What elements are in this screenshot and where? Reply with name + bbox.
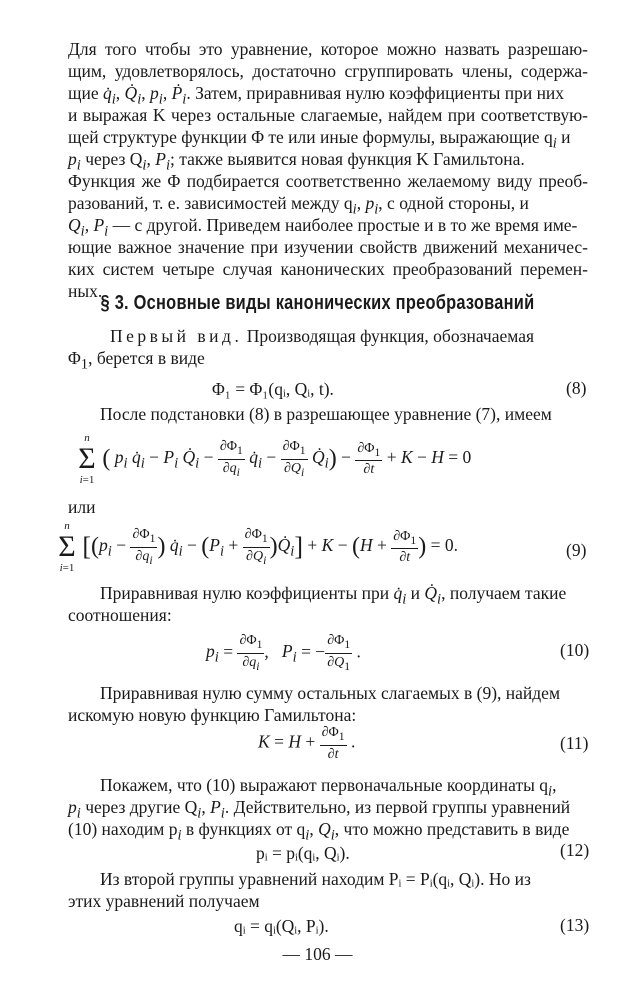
intro-line-5: щей структуре функции Φ те или иные формулы, выражающие $q_i$ и (68, 127, 571, 152)
equation-11-number: (11) (560, 733, 589, 753)
equate-coefficients-line-1: Приравнивая нулю коэффициенты при $q̇_i$ и $Q̇_i$, получаем такие (100, 583, 567, 608)
intro-line-11: ких систем четыре случая канонических преобразований перемен- (68, 259, 588, 279)
show-line-3: (10) находим $p_i$ в функциях от $q_i$, $Q_i$, что можно представить в виде (68, 819, 570, 844)
sum-equation: n Σ i=1 ( $p_i$ $q̇_i - P_i$ $Q̇_i$ − $\frac{\partial\Phi_1}{\partial q_i}$ $q̇_i$ − $\frac{\partial\Phi_1}{\partial Q_i}$ $Q̇_i$) − $\frac{\partial\Phi_1}{\partial t}$ + K − H = 0 (78, 432, 472, 486)
intro-line-2: щим, удовлетворялось, достаточно сгруппировать члены, содержа- (68, 61, 588, 81)
show-line-2: $p_i$ через другие $Q_i$, $P_i$. Действительно, из первой группы уравнений (68, 797, 571, 822)
intro-line-9: $Q_i$, $P_i$ — с другой. Приведем наиболее простые и в то же время име- (68, 215, 578, 240)
equation-13: qᵢ = qᵢ(Qᵢ, Pᵢ). (234, 916, 329, 936)
equation-10: $p_i$ = $\frac{\partial\Phi_1}{\partial q_i}$ , $P_i$ = − $\frac{\partial\Phi_1}{\partial Q_1}$ . (206, 633, 361, 673)
intro-line-12: ных. (68, 281, 103, 301)
intro-line-7: Функция же Φ подбирается соответственно желаемому виду преоб- (68, 171, 588, 191)
equation-12: pᵢ = pᵢ(qᵢ, Qᵢ). (256, 843, 350, 863)
equation-13-number: (13) (560, 915, 590, 935)
equation-9-number: (9) (566, 540, 587, 560)
first-kind-line-2: $\Phi_1$, берется в виде (68, 348, 205, 373)
second-group-line-2: этих уравнений получаем (68, 891, 260, 911)
intro-line-3: щие $q̇_i$, $Q̇_i$, $p_i$, Ṗ$_i$. Затем, приравнивая нулю коэффициенты при них (68, 83, 565, 108)
show-line-1: Покажем, что (10) выражают первоначальные координаты $q_i$, (100, 775, 557, 800)
equation-11: K = H + $\frac{\partial\Phi_1}{\partial t}$ . (258, 725, 356, 762)
equation-12-number: (12) (560, 840, 590, 860)
equation-8-number: (8) (566, 378, 587, 398)
equate-coefficients-line-2: соотношения: (68, 605, 172, 625)
intro-line-6: $p_i$ через $Q_i$, $P_i$; также выявится новая функция K Гамильтона. (68, 149, 525, 174)
equate-sum-line-1: Приравнивая нулю сумму остальных слагаемых в (9), найдем (100, 683, 561, 703)
intro-line-8: разований, т. е. зависимостей между $q_i$, $p_i$, с одной стороны, и (68, 193, 529, 218)
page-number: — 106 — (282, 944, 353, 964)
intro-line-4: и выражая K через остальные слагаемые, найдем при соответствую- (68, 105, 588, 125)
equation-10-number: (10) (560, 640, 590, 660)
intro-line-1: Для того чтобы это уравнение, которое можно назвать разрешаю- (68, 39, 588, 59)
first-kind-line-1: Первый вид. Производящая функция, обозначаемая (110, 326, 535, 346)
equation-9: n Σ i=1 [($p_i$ − $\frac{\partial\Phi_1}{\partial q_i}$ ) $q̇_i - (P_i$ + $\frac{\partial\Phi_1}{\partial Q_i}$ )$Q̇_i] + K - (H$ + $\frac{\partial\Phi_1}{\partial t}$ ) = 0. (58, 520, 458, 574)
or-word: или (68, 497, 96, 517)
after-substitution-text: После подстановки (8) в разрешающее уравнение (7), имеем (100, 404, 552, 424)
section-heading: § 3. Основные виды канонических преобразований (100, 292, 535, 314)
intro-line-10: ющие важное значение при изучении свойств движений механичес- (68, 237, 588, 257)
equation-8: Φ₁ = Φ₁(qᵢ, Qᵢ, t). (212, 379, 334, 399)
second-group-line-1: Из второй группы уравнений находим Pᵢ = Pᵢ(qᵢ, Qᵢ). Но из (100, 869, 531, 889)
equate-sum-line-2: искомую новую функцию Гамильтона: (68, 705, 357, 725)
